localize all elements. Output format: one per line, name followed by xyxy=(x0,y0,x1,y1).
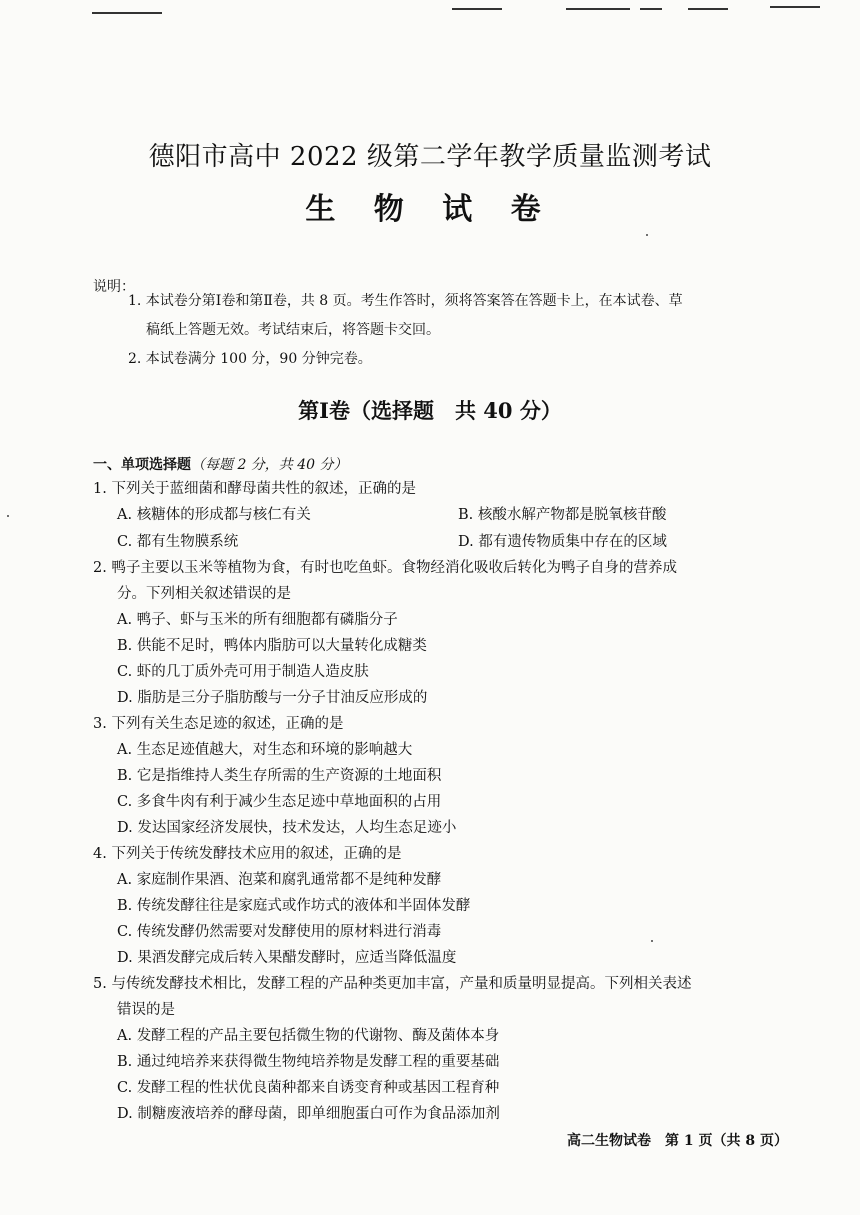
question-stem: 错误的是 xyxy=(117,1002,175,1018)
question-stem: 1. 下列关于蓝细菌和酵母菌共性的叙述，正确的是 xyxy=(93,481,416,497)
scan-speck xyxy=(646,234,648,236)
option: C. 虾的几丁质外壳可用于制造人造皮肤 xyxy=(117,664,369,680)
page-title: 德阳市高中 2022 级第二学年教学质量监测考试 xyxy=(148,142,712,172)
option: B. 通过纯培养来获得微生物纯培养物是发酵工程的重要基础 xyxy=(117,1054,500,1070)
option: B. 它是指维持人类生存所需的生产资源的土地面积 xyxy=(117,768,442,784)
page-subtitle: 生 物 试 卷 xyxy=(305,192,555,227)
option: A. 核糖体的形成都与核仁有关 xyxy=(117,507,311,523)
option: A. 鸭子、虾与玉米的所有细胞都有磷脂分子 xyxy=(117,612,398,628)
question-stem: 4. 下列关于传统发酵技术应用的叙述，正确的是 xyxy=(93,846,402,862)
question-stem: 5. 与传统发酵技术相比，发酵工程的产品种类更加丰富，产量和质量明显提高。下列相关表述 xyxy=(93,976,692,992)
option: C. 传统发酵仍然需要对发酵使用的原材料进行消毒 xyxy=(117,924,442,940)
section-title: 第Ⅰ卷（选择题 共 40 分） xyxy=(298,398,562,423)
option: D. 脂肪是三分子脂肪酸与一分子甘油反应形成的 xyxy=(117,690,428,706)
option: A. 发酵工程的产品主要包括微生物的代谢物、酶及菌体本身 xyxy=(117,1028,500,1044)
question-stem: 分。下列相关叙述错误的是 xyxy=(117,586,291,602)
scan-line xyxy=(640,8,662,10)
scan-line xyxy=(770,6,820,8)
part-heading-text: 一、单项选择题 xyxy=(93,457,191,473)
instructions-label: 说明： xyxy=(93,279,135,295)
option: D. 果酒发酵完成后转入果醋发酵时，应适当降低温度 xyxy=(117,950,457,966)
option: B. 供能不足时，鸭体内脂肪可以大量转化成糖类 xyxy=(117,638,427,654)
scan-speck xyxy=(7,515,9,517)
option: A. 生态足迹值越大，对生态和环境的影响越大 xyxy=(117,742,413,758)
page-footer: 高二生物试卷 第 1 页（共 8 页） xyxy=(567,1133,788,1149)
part-heading-note: （每题 2 分，共 40 分） xyxy=(191,457,348,473)
option: B. 核酸水解产物都是脱氧核苷酸 xyxy=(458,507,667,523)
instruction-line: 2. 本试卷满分 100 分，90 分钟完卷。 xyxy=(128,351,372,367)
scan-speck xyxy=(651,940,653,942)
option: D. 发达国家经济发展快，技术发达，人均生态足迹小 xyxy=(117,820,457,836)
instruction-line: 稿纸上答题无效。考试结束后，将答题卡交回。 xyxy=(146,322,440,338)
question-stem: 2. 鸭子主要以玉米等植物为食，有时也吃鱼虾。食物经消化吸收后转化为鸭子自身的营养成 xyxy=(93,560,677,576)
instruction-line: 1. 本试卷分第Ⅰ卷和第Ⅱ卷，共 8 页。考生作答时，须将答案答在答题卡上，在本试卷、草 xyxy=(128,293,683,309)
question-stem: 3. 下列有关生态足迹的叙述，正确的是 xyxy=(93,716,344,732)
option: A. 家庭制作果酒、泡菜和腐乳通常都不是纯种发酵 xyxy=(117,872,442,888)
option: C. 多食牛肉有利于减少生态足迹中草地面积的占用 xyxy=(117,794,442,810)
scan-line xyxy=(688,8,728,10)
option: D. 都有遗传物质集中存在的区域 xyxy=(458,534,667,550)
option: D. 制糖废液培养的酵母菌，即单细胞蛋白可作为食品添加剂 xyxy=(117,1106,500,1122)
part-heading xyxy=(93,454,348,474)
option: C. 发酵工程的性状优良菌种都来自诱变育种或基因工程育种 xyxy=(117,1080,500,1096)
option: B. 传统发酵往往是家庭式或作坊式的液体和半固体发酵 xyxy=(117,898,471,914)
option: C. 都有生物膜系统 xyxy=(117,534,239,550)
scan-line xyxy=(566,8,630,10)
scan-line xyxy=(92,12,162,14)
scan-line xyxy=(452,8,502,10)
